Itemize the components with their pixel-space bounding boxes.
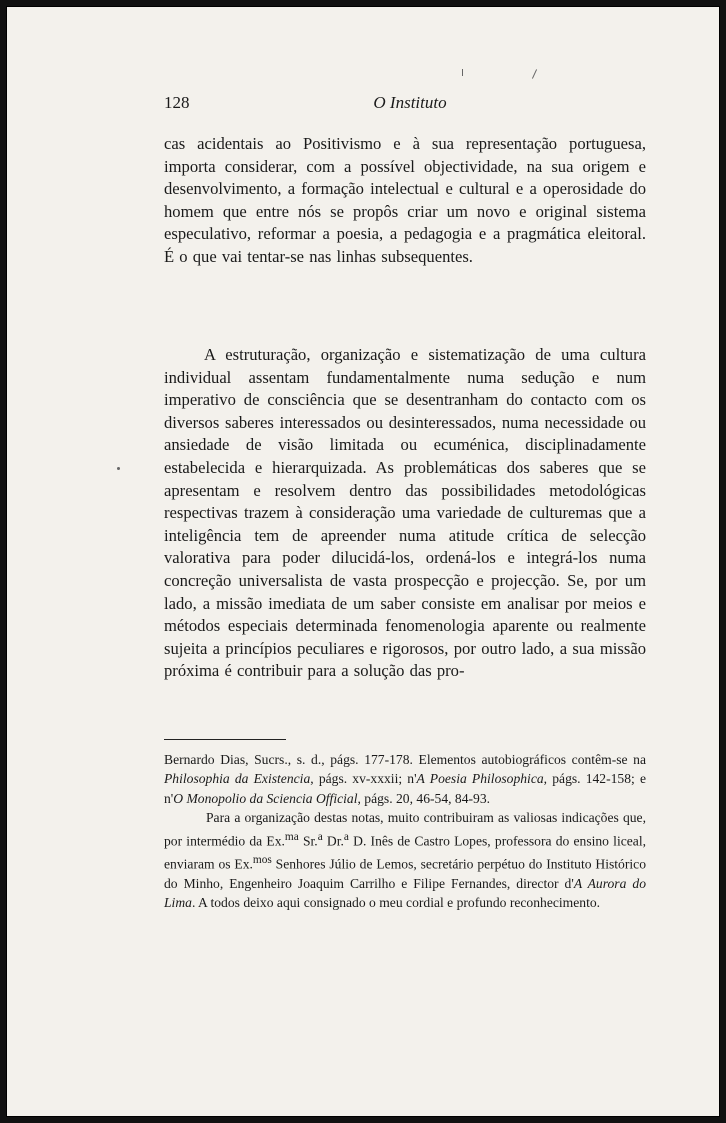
footnote-2-text: . A todos deixo aqui consignado o meu cordial e profundo reconhecimento. (191, 894, 601, 910)
footnote-1-text: , págs. xv-xxxii; n' (310, 771, 417, 787)
footnote-2-text: Sr. (298, 833, 318, 849)
footnote-1-title: O Monopolio da Sciencia Official (173, 790, 358, 806)
paragraph-2: A estruturação, organização e sistematização de uma cultura individual assentam fundamentalmente numa sedução e num imperativo de consciência que se desentranham do contacto com os diversos saberes interessados ou desinteressados, numa necessidade ou ansiedade de visão limitada ou ecuménica, disciplinadamente estabelecida e hierarquizada. As problemáticas dos saberes que se apresentam e resolvem dentro das possibilidades metodológicas respectivas trazem à consideração uma variedade de culturemas que a inteligência tem de apreender numa atitude crítica de selecção valorativa para poder dilucidá-los, ordená-los e integrá-los numa concreção universalista de vasta prospecção e projecção. Se, por um lado, a missão imediata de um saber consiste em analisar por meios e métodos especiais determinada fenomenologia aparente ou realmente sujeita a princípios peculiares e rigorosos, por outro lado, a sua missão próxima é contribuir para a solução das pro- (164, 345, 646, 681)
scan-speck (462, 69, 463, 76)
footnote-1-title: A Poesia Philosophica (416, 771, 544, 787)
footnote-2 (164, 808, 646, 912)
footnote-1 (164, 750, 646, 808)
scan-speck (532, 69, 537, 78)
footnote-1-text: Bernardo Dias, Sucrs., s. d., págs. 177-178. Elementos autobiográficos contêm-se na (164, 752, 646, 767)
footnote-2-superscript: ma (284, 830, 299, 843)
footnote-2-superscript: a (343, 830, 349, 843)
scan-speck (117, 467, 120, 470)
running-title: O Instituto (373, 93, 447, 112)
footnote-1-title: Philosophia da Existencia (164, 771, 311, 787)
book-page (6, 6, 720, 1117)
page-number: 128 (164, 93, 190, 112)
footnote-2-text: Senhores Júlio de Lemos, secretário perpétuo do Instituto Histórico do Minho, Engenheiro Joaquim Carrilho e Filipe Fernandes, director d' (164, 856, 646, 891)
footnote-2-text: Dr. (322, 833, 344, 849)
footnote-1-text: , págs. 142-158; e n' (164, 771, 646, 806)
footnote-1-text: , págs. 20, 46-54, 84-93. (357, 790, 491, 806)
footnote-2-text: D. Inês de Castro Lopes, professora do ensino liceal, enviaram os Ex. (164, 833, 646, 872)
footnotes (164, 750, 646, 912)
paragraph-1: cas acidentais ao Positivismo e à sua representação portuguesa, importa considerar, com a possível objectividade, na sua origem e desenvolvimento, a formação intelectual e cultural e a operosidade do homem que entre nós se propôs criar um novo e original sistema especulativo, reformar a poesia, a pedagogia e a pragmática eleitoral. É o que vai tentar-se nas linhas subsequentes. (164, 134, 646, 266)
footnote-divider (164, 739, 286, 740)
footnote-2-title: A Aurora do Lima (164, 875, 646, 910)
footnote-2-superscript: a (317, 830, 323, 843)
footnote-2-superscript: mos (252, 853, 272, 866)
footnote-2-text: Para a organização destas notas, muito contribuiram as valiosas indicações que, por intermédio da Ex. (164, 810, 646, 849)
page-header (164, 93, 646, 115)
